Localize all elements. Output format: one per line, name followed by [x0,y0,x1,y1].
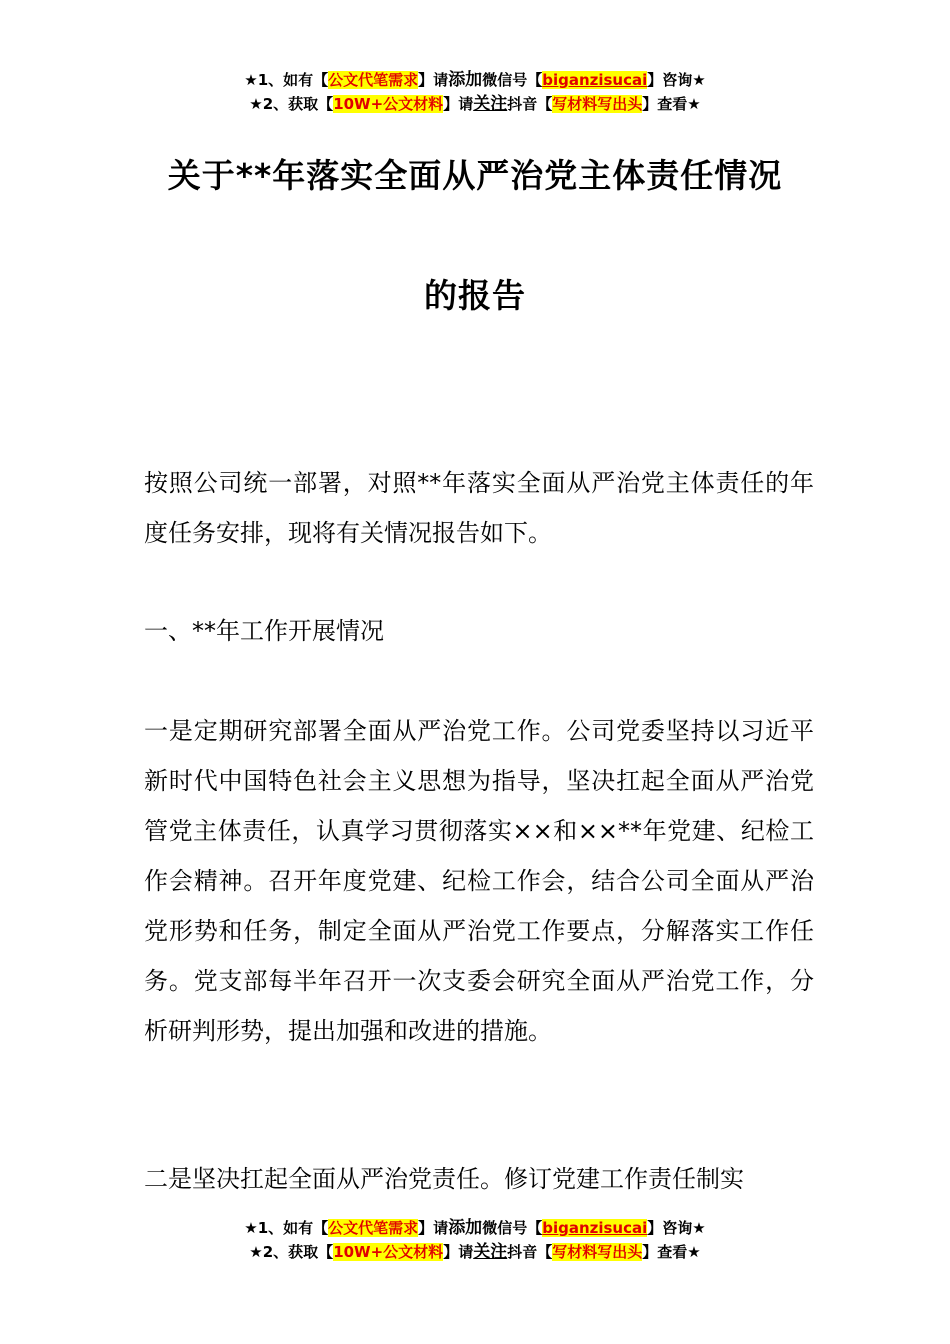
banner-prefix: ★2、获取【 [249,1243,334,1261]
banner-text: 抖音【 [507,1243,553,1261]
bottom-banner [0,1216,950,1264]
banner-text: 微信号【 [482,1219,543,1237]
banner-prefix: ★1、如有【 [244,1219,329,1237]
heading: 一、**年工作开展情况 [144,617,384,645]
banner-emphasis: 关注 [473,94,508,114]
banner-prefix: ★1、如有【 [244,71,329,89]
banner-highlight: 公文代笔需求 [328,1219,419,1237]
banner-text: 】请 [443,95,474,113]
paragraph: 按照公司统一部署，对照**年落实全面从严治党主体责任的年度任务安排，现将有关情况报告如下。 [144,469,814,547]
banner-highlight: 10W+公文材料 [333,95,444,113]
banner-emphasis: 添加 [448,70,483,90]
banner-line-2 [0,92,950,116]
banner-text: 抖音【 [507,95,553,113]
banner-suffix: 】咨询★ [647,1219,706,1237]
paragraph-2 [144,1154,814,1204]
banner-line-2 [0,1240,950,1264]
banner-suffix: 】咨询★ [647,71,706,89]
banner-prefix: ★2、获取【 [249,95,334,113]
banner-line-1 [0,1216,950,1240]
banner-text: 微信号【 [482,71,543,89]
section-heading [144,606,814,656]
banner-emphasis: 关注 [473,1242,508,1262]
document-title-line-2: 的报告 [424,276,526,315]
banner-wechat-id: biganzisucai [542,1219,648,1237]
document-title-line-1: 关于**年落实全面从严治党主体责任情况 [167,156,783,195]
banner-emphasis: 添加 [448,1218,483,1238]
banner-highlight: 10W+公文材料 [333,1243,444,1261]
banner-text: 】请 [443,1243,474,1261]
paragraph: 一是定期研究部署全面从严治党工作。公司党委坚持以习近平新时代中国特色社会主义思想为指导，坚决扛起全面从严治党管党主体责任，认真学习贯彻落实××和××**年党建、纪检工作会精神。召开年度党建、纪检工作会，结合公司全面从严治党形势和任务，制定全面从严治党工作要点，分解落实工作任务。党支部每半年召开一次支委会研究全面从严治党工作，分析研判形势，提出加强和改进的措施。 [144,717,814,1045]
banner-text: 】请 [418,71,449,89]
paragraph: 二是坚决扛起全面从严治党责任。修订党建工作责任制实 [144,1165,744,1193]
banner-douyin-id: 写材料写出头 [552,1243,643,1261]
paragraph-1 [144,706,814,1056]
banner-highlight: 公文代笔需求 [328,71,419,89]
banner-douyin-id: 写材料写出头 [552,95,643,113]
intro-paragraph [144,458,814,558]
banner-text: 】请 [418,1219,449,1237]
banner-suffix: 】查看★ [642,1243,701,1261]
banner-wechat-id: biganzisucai [542,71,648,89]
top-banner [0,68,950,116]
banner-line-1 [0,68,950,92]
banner-suffix: 】查看★ [642,95,701,113]
